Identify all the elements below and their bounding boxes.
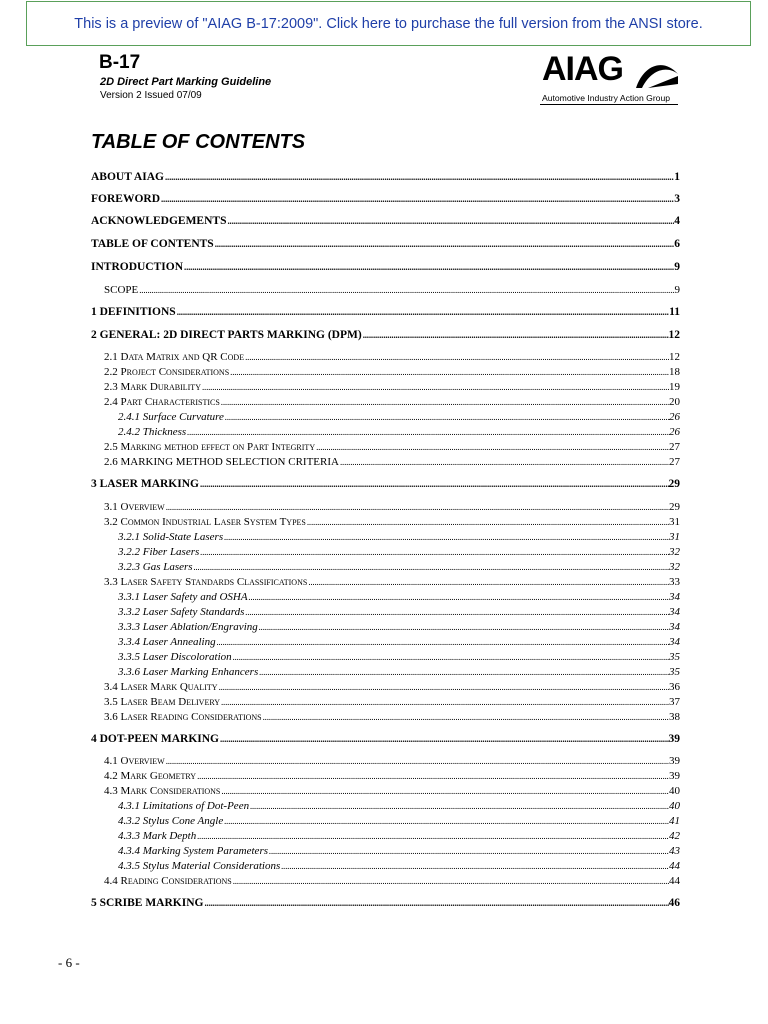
toc-dot-leader	[160, 192, 674, 207]
logo-wordmark: AIAG	[542, 50, 623, 88]
toc-entry-page: 34	[669, 606, 680, 618]
toc-entry-label: 3.2.3 Gas Lasers	[118, 561, 193, 573]
toc-entry-page: 39	[669, 755, 680, 767]
toc-entry-page: 33	[669, 576, 680, 588]
toc-dot-leader	[220, 784, 669, 799]
document-id: B-17	[99, 52, 141, 73]
toc-entry-page: 12	[669, 351, 680, 363]
toc-dot-leader	[249, 799, 669, 814]
toc-entry-label: 3.1 Overview	[104, 501, 165, 513]
toc-entry-label: 4.1 Overview	[104, 755, 165, 767]
toc-entry[interactable]	[91, 170, 680, 185]
toc-entry-page: 42	[669, 830, 680, 842]
toc-entry-page: 18	[669, 366, 680, 378]
toc-entry[interactable]	[104, 769, 680, 784]
toc-entry-label: 4.3 Mark Considerations	[104, 785, 221, 797]
toc-entry-label: 1 DEFINITIONS	[91, 306, 176, 318]
toc-dot-leader	[362, 328, 669, 343]
toc-entry-label: 2.4 Part Characteristics	[104, 396, 220, 408]
toc-entry-page: 29	[668, 478, 680, 490]
toc-dot-leader	[196, 829, 669, 844]
toc-entry[interactable]	[118, 530, 680, 545]
toc-entry[interactable]	[118, 425, 680, 440]
toc-entry-page: 39	[669, 770, 680, 782]
toc-entry[interactable]	[104, 575, 680, 590]
toc-entry-page: 40	[669, 785, 680, 797]
toc-entry-label: 3.5 Laser Beam Delivery	[104, 696, 220, 708]
toc-entry-label: 3.3.6 Laser Marking Enhancers	[118, 666, 259, 678]
toc-entry-page: 40	[669, 800, 680, 812]
toc-dot-leader	[186, 425, 669, 440]
toc-dot-leader	[315, 440, 669, 455]
toc-entry-page: 34	[669, 636, 680, 648]
toc-entry-label: ACKNOWLEDGEMENTS	[91, 215, 227, 227]
toc-dot-leader	[199, 545, 669, 560]
toc-entry-label: 2.3 Mark Durability	[104, 381, 201, 393]
toc-entry-page: 1	[674, 171, 680, 183]
toc-entry[interactable]	[118, 635, 680, 650]
toc-dot-leader	[220, 395, 669, 410]
toc-entry[interactable]	[118, 844, 680, 859]
toc-entry[interactable]	[91, 214, 680, 229]
toc-entry-label: 3.2 Common Industrial Laser System Types	[104, 516, 306, 528]
toc-dot-leader	[229, 365, 669, 380]
toc-entry-label: 2.1 Data Matrix and QR Code	[104, 351, 245, 363]
toc-entry-label: 3.3 Laser Safety Standards Classifications	[104, 576, 308, 588]
document-subtitle: 2D Direct Part Marking Guideline	[100, 76, 272, 88]
toc-entry-label: 2.2 Project Considerations	[104, 366, 230, 378]
purchase-preview-banner[interactable]	[26, 1, 751, 46]
toc-entry-label: 2.4.2 Thickness	[118, 426, 187, 438]
toc-entry-label: FOREWORD	[91, 193, 160, 205]
toc-entry-label: 4.2 Mark Geometry	[104, 770, 197, 782]
toc-entry-page: 26	[669, 426, 680, 438]
toc-entry[interactable]	[118, 814, 680, 829]
toc-entry-page: 37	[669, 696, 680, 708]
toc-entry-page: 44	[669, 860, 680, 872]
toc-entry[interactable]	[118, 665, 680, 680]
toc-entry[interactable]	[118, 410, 680, 425]
toc-entry[interactable]	[91, 477, 680, 492]
toc-dot-leader	[280, 859, 669, 874]
toc-entry[interactable]	[104, 680, 680, 695]
toc-entry[interactable]	[118, 799, 680, 814]
toc-entry[interactable]	[118, 605, 680, 620]
toc-entry[interactable]	[104, 440, 680, 455]
toc-entry-page: 34	[669, 621, 680, 633]
toc-entry[interactable]	[104, 455, 680, 470]
toc-dot-leader	[199, 477, 669, 492]
toc-entry[interactable]	[104, 395, 680, 410]
toc-entry-page: 6	[674, 238, 680, 250]
toc-dot-leader	[232, 650, 669, 665]
toc-dot-leader	[307, 575, 669, 590]
toc-entry-page: 12	[668, 329, 680, 341]
toc-entry-page: 31	[669, 516, 680, 528]
toc-entry-page: 29	[669, 501, 680, 513]
toc-dot-leader	[262, 710, 669, 725]
toc-entry-page: 27	[669, 441, 680, 453]
toc-dot-leader	[203, 896, 668, 911]
toc-entry-label: 4.3.1 Limitations of Dot-Peen	[118, 800, 250, 812]
toc-entry-page: 26	[669, 411, 680, 423]
banner-text[interactable]: This is a preview of "AIAG B-17:2009". Click here to purchase the full version from the ANSI store.	[74, 15, 703, 32]
toc-entry-label: 3.3.3 Laser Ablation/Engraving	[118, 621, 258, 633]
toc-entry[interactable]	[104, 515, 680, 530]
logo-swoosh-icon	[634, 54, 680, 90]
toc-entry[interactable]	[118, 620, 680, 635]
toc-entry-page: 20	[669, 396, 680, 408]
toc-entry-label: 4.3.4 Marking System Parameters	[118, 845, 269, 857]
toc-entry-page: 35	[669, 651, 680, 663]
toc-entry-label: SCOPE	[104, 284, 139, 296]
toc-entry-label: 3.2.1 Solid-State Lasers	[118, 531, 224, 543]
toc-entry-label: TABLE OF CONTENTS	[91, 238, 214, 250]
toc-dot-leader	[165, 500, 669, 515]
toc-entry[interactable]	[104, 874, 680, 889]
toc-entry[interactable]	[91, 237, 680, 252]
toc-entry-page: 41	[669, 815, 680, 827]
toc-entry[interactable]	[91, 896, 680, 911]
logo-caption: Automotive Industry Action Group	[542, 93, 671, 103]
toc-entry[interactable]	[104, 784, 680, 799]
toc-entry-label: 2.4.1 Surface Curvature	[118, 411, 224, 423]
toc-entry-label: 3.4 Laser Mark Quality	[104, 681, 218, 693]
toc-entry[interactable]	[118, 545, 680, 560]
toc-entry-page: 34	[669, 591, 680, 603]
aiag-logo	[540, 50, 680, 106]
toc-entry[interactable]	[104, 754, 680, 769]
toc-dot-leader	[165, 754, 669, 769]
toc-entry-label: 4.3.5 Stylus Material Considerations	[118, 860, 281, 872]
toc-dot-leader	[193, 560, 669, 575]
toc-entry-label: 4.3.2 Stylus Cone Angle	[118, 815, 224, 827]
toc-entry[interactable]	[104, 380, 680, 395]
toc-entry[interactable]	[104, 500, 680, 515]
toc-entry[interactable]	[104, 695, 680, 710]
toc-entry-label: 3.3.5 Laser Discoloration	[118, 651, 232, 663]
toc-entry-label: 5 SCRIBE MARKING	[91, 897, 204, 909]
toc-entry-page: 4	[674, 215, 680, 227]
toc-entry-page: 39	[668, 733, 680, 745]
toc-entry[interactable]	[118, 590, 680, 605]
toc-dot-leader	[306, 515, 669, 530]
toc-dot-leader	[219, 732, 669, 747]
toc-dot-leader	[258, 620, 669, 635]
toc-entry-page: 31	[669, 531, 680, 543]
toc-dot-leader	[138, 283, 674, 298]
toc-entry-page: 9	[674, 261, 680, 273]
toc-dot-leader	[220, 695, 669, 710]
toc-entry-page: 32	[669, 561, 680, 573]
toc-entry[interactable]	[91, 732, 680, 747]
toc-dot-leader	[183, 260, 674, 275]
toc-dot-leader	[248, 590, 669, 605]
toc-dot-leader	[223, 814, 669, 829]
toc-entry[interactable]	[91, 260, 680, 275]
toc-entry-label: 4.4 Reading Considerations	[104, 875, 232, 887]
toc-entry-page: 11	[669, 306, 680, 318]
page-number: - 6 -	[58, 955, 80, 970]
toc-dot-leader	[196, 769, 669, 784]
toc-dot-leader	[224, 410, 669, 425]
toc-entry[interactable]	[118, 829, 680, 844]
toc-dot-leader	[244, 605, 669, 620]
toc-entry-label: 3.3.2 Laser Safety Standards	[118, 606, 245, 618]
toc-entry-page: 19	[669, 381, 680, 393]
toc-entry-label: 3.3.4 Laser Annealing	[118, 636, 216, 648]
toc-entry[interactable]	[91, 328, 680, 343]
toc-entry-label: 2 GENERAL: 2D DIRECT PARTS MARKING (DPM)	[91, 329, 362, 341]
toc-entry[interactable]	[104, 283, 680, 298]
toc-entry-page: 36	[669, 681, 680, 693]
toc-entry-label: 3 LASER MARKING	[91, 478, 199, 490]
toc-entry-label: ABOUT AIAG	[91, 171, 164, 183]
toc-dot-leader	[201, 380, 669, 395]
toc-dot-leader	[268, 844, 669, 859]
toc-dot-leader	[218, 680, 669, 695]
toc-entry[interactable]	[104, 365, 680, 380]
toc-dot-leader	[164, 170, 674, 185]
toc-entry-page: 9	[674, 284, 680, 296]
toc-dot-leader	[226, 214, 674, 229]
toc-dot-leader	[232, 874, 669, 889]
toc-dot-leader	[258, 665, 669, 680]
toc-entry[interactable]	[91, 192, 680, 207]
header-rule	[540, 104, 678, 105]
toc-dot-leader	[244, 350, 669, 365]
document-version: Version 2 Issued 07/09	[100, 90, 202, 101]
toc-entry-page: 35	[669, 666, 680, 678]
toc-entry[interactable]	[104, 350, 680, 365]
toc-entry[interactable]	[91, 305, 680, 320]
toc-entry-page: 38	[669, 711, 680, 723]
toc-entry-page: 3	[674, 193, 680, 205]
toc-dot-leader	[214, 237, 675, 252]
toc-entry[interactable]	[104, 710, 680, 725]
toc-entry-label: 2.5 Marking method effect on Part Integrity	[104, 441, 316, 453]
toc-entry[interactable]	[118, 560, 680, 575]
toc-entry-label: 3.3.1 Laser Safety and OSHA	[118, 591, 248, 603]
toc-dot-leader	[339, 455, 669, 470]
toc-entry-label: 4.3.3 Mark Depth	[118, 830, 197, 842]
toc-entry[interactable]	[118, 859, 680, 874]
toc-dot-leader	[176, 305, 669, 320]
toc-entry-label: 3.6 Laser Reading Considerations	[104, 711, 262, 723]
toc-entry[interactable]	[118, 650, 680, 665]
toc-heading: TABLE OF CONTENTS	[91, 131, 306, 153]
toc-entry-page: 27	[669, 456, 680, 468]
toc-entry-label: 2.6 MARKING METHOD SELECTION CRITERIA	[104, 456, 339, 468]
toc-entry-page: 43	[669, 845, 680, 857]
toc-entry-label: 3.2.2 Fiber Lasers	[118, 546, 200, 558]
toc-entry-page: 46	[668, 897, 680, 909]
toc-entry-page: 44	[669, 875, 680, 887]
toc-entry-page: 32	[669, 546, 680, 558]
toc-dot-leader	[216, 635, 669, 650]
toc-entry-label: 4 DOT-PEEN MARKING	[91, 733, 219, 745]
toc-dot-leader	[223, 530, 669, 545]
toc-entry-label: INTRODUCTION	[91, 261, 184, 273]
